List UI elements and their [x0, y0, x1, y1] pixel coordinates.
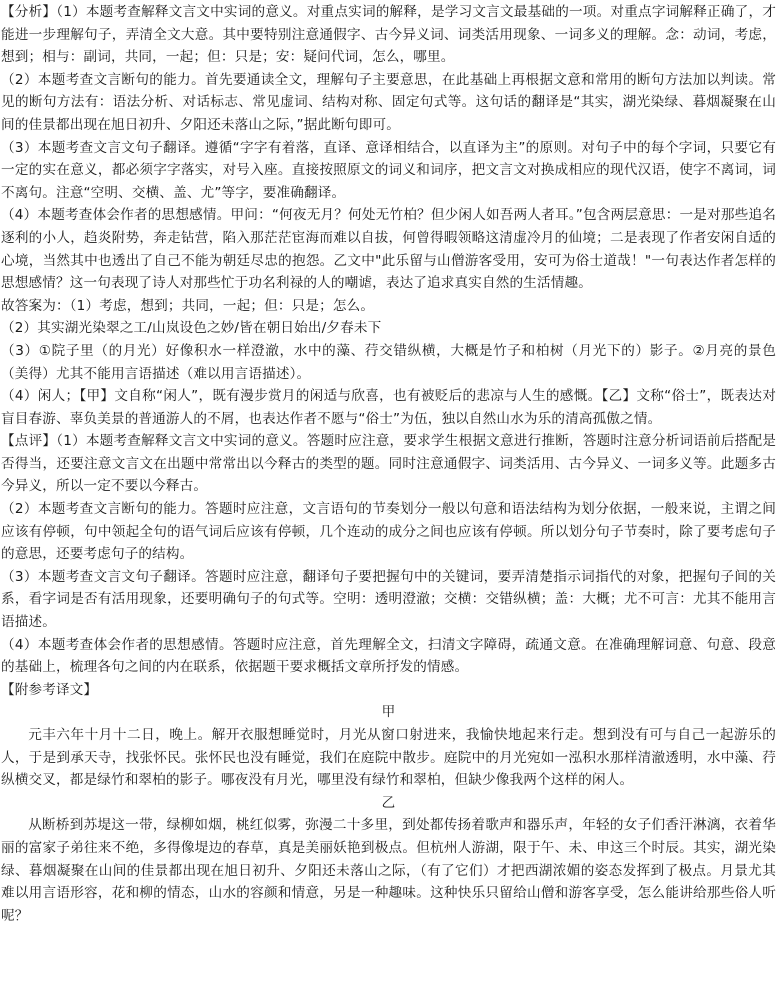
answer-paragraph-1: 故答案为：（1）考虑，想到；共同，一起；但：只是；怎么。 [1, 297, 375, 314]
analysis-paragraph-1: 【分析】（1）本题考查解释文言文中实词的意义。对重点实词的解释，是学习文言文最基础的一项。对重点字词解释正确了，才能进一步理解句子，弄清全文大意。其中要特别注意通假字、古今异义词、词类活用现象、一词多义的理解。念：动词，考虑，想到；相与：副词，共同，一起；但：只是；安：疑问代词，怎么，哪里。 [1, 4, 776, 66]
translation-header: 【附参考译文】 [1, 681, 98, 698]
answer-paragraph-4: （4）闲人；【甲】文自称“闲人”，既有漫步赏月的闲适与欣喜，也有被贬后的悲凉与人生的感慨。【乙】文称“俗士”，既表达对盲目春游、辜负美景的普通游人的不屑，也表达作者不愿与“俗士”为伍，独以自然山水为乐的清高孤傲之情。 [1, 388, 776, 427]
translation-jia-text: 元丰六年十月十二日，晚上。解开衣服想睡觉时，月光从窗口射进来，我愉快地起来行走。想到没有可与自己一起游乐的人，于是到承天寺，找张怀民。张怀民也没有睡觉，我们在庭院中散步。庭院中的月光宛如一泓积水那样清澈透明，水中藻、荇纵横交叉，都是绿竹和翠柏的影子。哪夜没有月光，哪里没有绿竹和翠柏，但缺少像我两个这样的闲人。 [1, 727, 776, 789]
comment-paragraph-2: （2）本题考查文言断句的能力。答题时应注意，文言语句的节奏划分一般以句意和语法结构为划分依据，一般来说，主谓之间应该有停顿，句中领起全句的语气词后应该有停顿，几个连动的成分之间也应该有停顿。所以划分句子节奏时，除了要考虑句子的意思，还要考虑句子的结构。 [1, 501, 776, 563]
comment-paragraph-4: （4）本题考查体会作者的思想感情。答题时应注意，首先理解全文，扫清文字障碍，疏通文意。在准确理解词意、句意、段意的基础上，梳理各句之间的内在联系，依据题干要求概括文章所抒发的情感。 [1, 636, 776, 676]
comment-paragraph-1: 【点评】（1）本题考查解释文言文中实词的意义。答题时应注意，要求学生根据文意进行推断，答题时注意分析词语前后搭配是否得当，还要注意文言文在出题中常常出以今释古的类型的题。同时注意通假字、词类活用、古今异义、一词多义等。此题多古今异义，所以一定不要以今释古。 [1, 433, 776, 495]
analysis-paragraph-3: （3）本题考查文言文句子翻译。遵循“字字有着落，直译、意译相结合，以直译为主”的原则。对句子中的每个字词，只要它有一定的实在意义，都必须字字落实，对号入座。直接按照原文的词义和词序，把文言文对换成相应的现代汉语，使字不离词，词不离句。注意“空明、交横、盖、尤”等字，要准确翻译。 [1, 139, 776, 201]
analysis-paragraph-2: （2）本题考查文言断句的能力。首先要通读全文，理解句子主要意思，在此基础上再根据文意和常用的断句方法加以判读。常见的断句方法有：语法分析、对话标志、常见虚词、结构对称、固定句式等。这句话的翻译是“其实，湖光染绿、暮烟凝聚在山间的佳景都出现在旭日初升、夕阳还未落山之际，”据此断句即可。 [1, 71, 776, 133]
answer-paragraph-2: （2）其实湖光染翠之工/山岚设色之妙/皆在朝日始出/夕春未下 [1, 320, 382, 337]
answer-paragraph-3: （3）①院子里（的月光）好像积水一样澄澈，水中的藻、荇交错纵横，大概是竹子和柏树（月光下的）影子。②月亮的景色（美得）尤其不能用言语描述（难以用言语描述）。 [1, 342, 776, 382]
translation-yi-title: 乙 [381, 794, 396, 811]
comment-paragraph-3: （3）本题考查文言文句子翻译。答题时应注意，翻译句子要把握句中的关键词，要弄清楚指示词指代的对象，把握句子间的关系，看字词是否有活用现象，还要明确句子的句式等。空明：透明澄澈；交横：交错纵横；盖：大概；尤不可言：尤其不能用言语描述。 [1, 568, 776, 631]
translation-jia-title: 甲 [381, 704, 396, 721]
analysis-paragraph-4: （4）本题考查体会作者的思想感情。甲问：“何夜无月？何处无竹柏？但少闲人如吾两人者耳。”包含两层意思：一是对那些追名逐利的小人，趋炎附势，奔走钻营，陷入那茫茫宦海而难以自拔，何曾得暇领略这清虚冷月的仙境；二是表现了作者安闲自适的心境，当然其中也透出了自己不能为朝廷尽忠的抱怨。乙文中"此乐留与山僧游客受用，安可为俗士道哉！"一句表达作者怎样的思想感情？这一句表现了诗人对那些忙于功名利禄的人的嘲谑，表达了追求真实自然的生活情趣。 [1, 207, 776, 292]
translation-yi-text: 从断桥到苏堤这一带，绿柳如烟，桃红似雾，弥漫二十多里，到处都传扬着歌声和器乐声，年轻的女子们香汗淋漓，衣着华丽的富家子弟往来不绝，多得像堤边的春草，真是美丽妖艳到极点。但杭州人游湖，限于午、未、申这三个时辰。其实，湖光染绿、暮烟凝聚在山间的佳景都出现在旭日初升、夕阳还未落山之际，（有了它们）才把西湖浓媚的姿态发挥到了极点。月景尤其难以用言语形容，花和柳的情态，山水的容颜和情意，另是一种趣味。这种快乐只留给山僧和游客享受，怎么能讲给那些俗人听呢？ [1, 817, 776, 924]
